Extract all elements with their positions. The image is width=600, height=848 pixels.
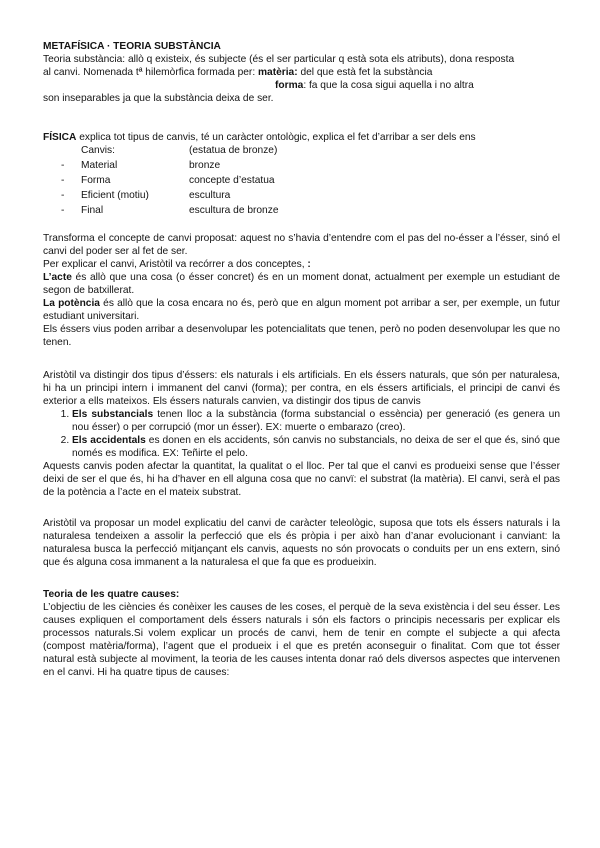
row-example: escultura [189,190,231,201]
essers-paragraph-2: Aquests canvis poden afectar la quantitat, la qualitat o el lloc. Per tal que el canvi es produeixi sense que l’ésser deixi de ser el que és, hi ha d’haver en ell alguna cosa que no canvï: el substrat (la matèria). El canvi, serà el pas de la potència a l’acte en el mateix substrat. [43,461,560,498]
row-dash: - [61,205,65,216]
canvi-paragraph-2-colon: : [307,259,311,270]
acte-text: és allò que una cosa (o ésser concret) és en un moment donat, actualment per exemple un estudiant de segon de batxillerat. [43,272,560,296]
intro-line-4: son inseparables ja que la substància deixa de ser. [43,93,274,104]
row-dash: - [61,175,65,186]
potencia-term: La potència [43,298,100,309]
intro-line-1: Teoria substància: allò q existeix, és subjecte (és el ser particular q està sota els atributs), dona resposta [43,54,515,65]
changes-table-header [61,144,278,159]
essers-paragraph-1: Aristòtil va distingir dos tipus d’éssers: els naturals i els artificials. En els éssers naturals, que són per naturalesa, hi ha un principi intern i immanent del canvi (forma); per contra, en els éssers artificials, el principi de canvi és exterior a ells mateixos. Els éssers naturals canvien, va distingir dos tipus de canvis [43,370,560,407]
forma-term: forma [275,80,304,91]
row-dash: - [61,160,65,171]
causes-paragraph: L’objectiu de les ciències és conèixer les causes de les coses, el perquè de la seva existència i del seu ésser. Les causes expliquen el comportament dels éssers naturals i són els factors o principis necessaris per explicar els processos naturals.Si volem explicar un procés de canvi, hem de tenir en compte el subjecte a qui afecta (compost matèria/forma), l’agent que el produeix i el que es pretén aconseguir o finalitat. Com que tot ésser natural està subjecte al moviment, la teoria de les causes intenta donar raó dels diversos aspectes que intervenen en el canvi. Hi ha quatre tipus de causes: [43,602,560,678]
row-example: bronze [189,160,221,171]
table-row [61,189,278,204]
canvi-paragraph-2 [43,258,560,271]
potencia-text: és allò que la cosa encara no és, però que en algun moment pot arribar a ser, per exemple, un futur estudiant universitari. [43,298,560,322]
canvi-paragraph-3: Els éssers vius poden arribar a desenvolupar les potencialitats que tenen, però no poden desenvolupar les que no tenen. [43,324,560,348]
canvi-paragraph-2-text: Per explicar el canvi, Aristòtil va recórrer a dos conceptes, [43,259,308,270]
fisica-text: explica tot tipus de canvis, té un caràcter ontològic, explica el fet d’arribar a ser dels ens [76,132,476,143]
teleologic-paragraph: Aristòtil va proposar un model explicatiu del canvi de caràcter teleològic, suposa que tots els éssers naturals i la naturalesa tendeixen a assolir la perfecció que els és pròpia i per això han d’anar evolucionant i canviant: la naturalesa busca la perfecció mitjançant els canvis, aquests no són provocats o conduits per un ens extern, sinó que és alguna cosa immanent a la naturalesa el que fa que es produeixin. [43,518,560,568]
canvi-paragraph-1: Transforma el concepte de canvi proposat: aquest no s’havia d’entendre com el pas del no-ésser a l’ésser, sinó el canvi del poder ser al fet de ser. [43,233,560,257]
materia-definition: del que està fet la substància [297,67,433,78]
intro-line-2-text: al canvi. Nomenada tª hilemòrfica formada per: [43,67,258,78]
row-cause: Final [81,205,104,216]
row-dash: - [61,190,65,201]
materia-term: matèria: [257,67,298,78]
acte-paragraph [43,271,560,297]
changes-header-label: Canvis: [81,145,115,156]
table-row [61,159,278,174]
change-types-list [43,408,560,460]
row-cause: Material [81,160,118,171]
intro-line-2 [43,66,560,79]
list-item [72,434,560,460]
forma-definition: : fa que la cosa sigui aquella i no altra [303,80,474,91]
changes-table [61,144,278,219]
document-title: METAFÍSICA · TEORIA SUBSTÀNCIA [43,41,221,52]
accidentals-text: es donen en els accidents, són canvis no substancials, no deixa de ser el que és, sinó que només es modifica. EX: Teñirte el pelo. [72,435,561,459]
intro-line-3 [43,79,560,92]
row-example: concepte d’estatua [189,175,275,186]
potencia-paragraph [43,297,560,323]
row-cause: Forma [81,175,111,186]
table-row [61,204,278,219]
table-row [61,174,278,189]
list-item [72,408,560,434]
substancials-term: Els substancials [72,409,154,420]
substancials-text: tenen lloc a la substància (forma substancial o essència) per generació (es genera un nou ésser) o per corrupció (mor un ésser). EX: muerte o embarazo (creo). [72,409,561,433]
causes-title: Teoria de les quatre causes: [43,589,180,600]
fisica-paragraph [43,131,560,144]
acte-term: L’acte [43,272,72,283]
row-example: escultura de bronze [189,205,279,216]
document-page [43,40,560,679]
fisica-term: FÍSICA [43,132,77,143]
changes-header-example: (estatua de bronze) [189,145,278,156]
row-cause: Eficient (motiu) [81,190,149,201]
accidentals-term: Els accidentals [72,435,146,446]
